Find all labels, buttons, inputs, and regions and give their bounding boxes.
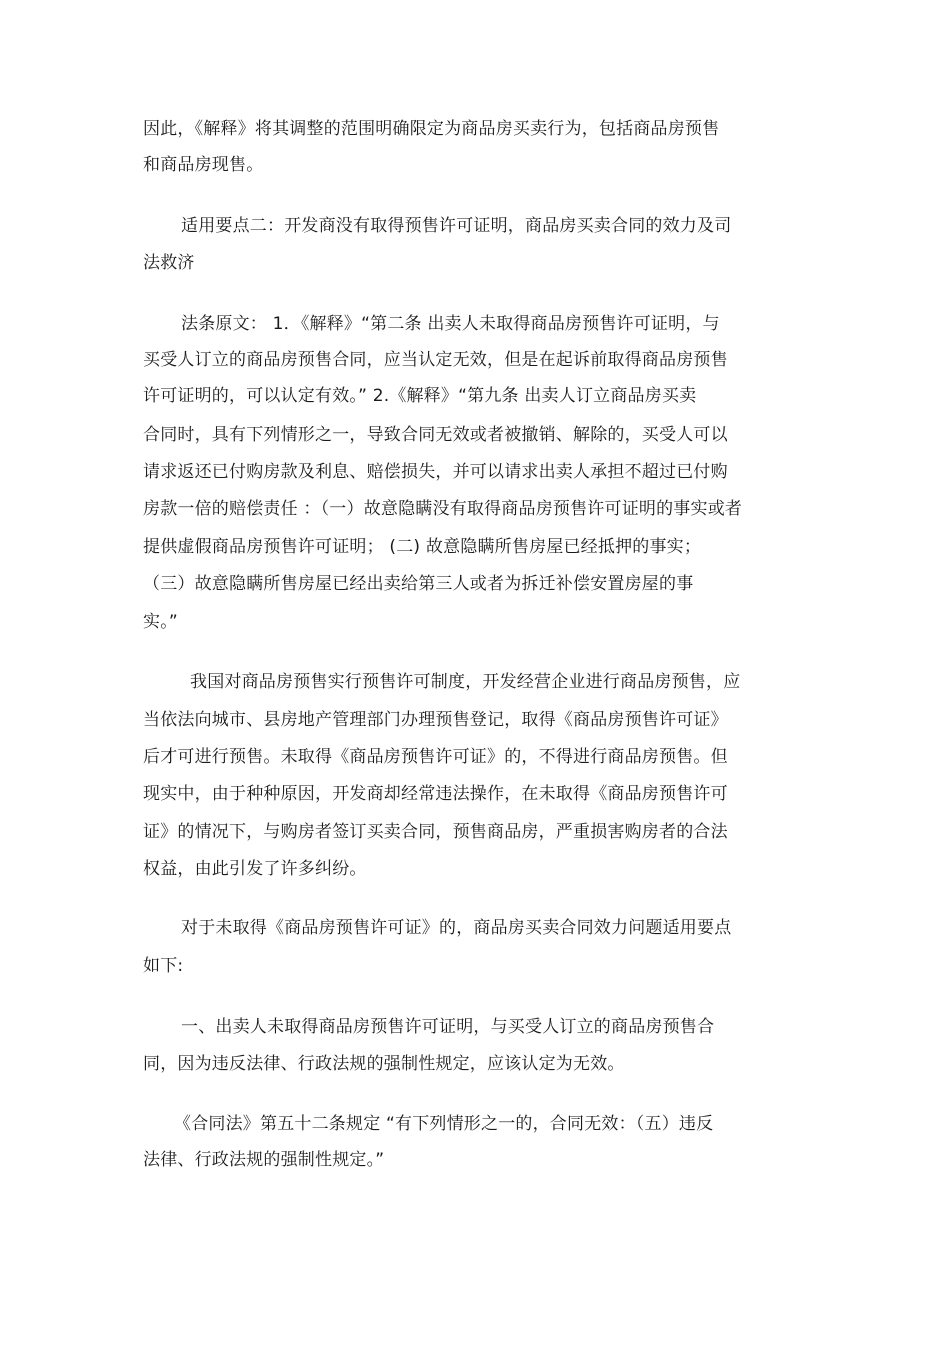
text-line: 法律、行政法规的强制性规定。” xyxy=(143,1150,385,1170)
text-line: 当依法向城市、县房地产管理部门办理预售登记，取得《商品房预售许可证》 xyxy=(143,710,728,730)
text-line: 法条原文： 1．《解释》“第二条 出卖人未取得商品房预售许可证明，与 xyxy=(181,314,720,334)
text-line: 和商品房现售。 xyxy=(143,155,264,175)
text-line: 一、出卖人未取得商品房预售许可证明，与买受人订立的商品房预售合 xyxy=(181,1017,715,1037)
text-line: 证》的情况下，与购房者签订买卖合同，预售商品房，严重损害购房者的合法 xyxy=(143,822,728,842)
text-line: 实。” xyxy=(143,612,178,632)
text-line: 因此，《解释》将其调整的范围明确限定为商品房买卖行为，包括商品房预售 xyxy=(143,119,720,139)
text-line: 后才可进行预售。未取得《商品房预售许可证》的，不得进行商品房预售。但 xyxy=(143,747,728,767)
text-line: 《合同法》第五十二条规定 “有下列情形之一的，合同无效：（五）违反 xyxy=(174,1114,714,1134)
text-line: 如下: xyxy=(143,956,184,976)
text-line: 现实中，由于种种原因，开发商却经常违法操作，在未取得《商品房预售许可 xyxy=(143,784,728,804)
text-line: 提供虚假商品房预售许可证明； (二) 故意隐瞒所售房屋已经抵押的事实； xyxy=(143,537,702,557)
text-line: 合同时，具有下列情形之一，导致合同无效或者被撤销、解除的，买受人可以 xyxy=(143,425,728,445)
text-line: 买受人订立的商品房预售合同，应当认定无效，但是在起诉前取得商品房预售 xyxy=(143,350,728,370)
text-line: （三）故意隐瞒所售房屋已经出卖给第三人或者为拆迁补偿安置房屋的事 xyxy=(143,574,694,594)
section-heading-line: 适用要点二：开发商没有取得预售许可证明，商品房买卖合同的效力及司 xyxy=(181,216,732,236)
section-heading-line: 法救济 xyxy=(143,253,195,273)
text-line: 我国对商品房预售实行预售许可制度，开发经营企业进行商品房预售，应 xyxy=(190,672,741,692)
text-line: 对于未取得《商品房预售许可证》的，商品房买卖合同效力问题适用要点 xyxy=(181,918,732,938)
text-line: 房款一倍的赔偿责任 ：（一）故意隐瞒没有取得商品房预售许可证明的事实或者 xyxy=(143,499,743,519)
text-line: 许可证明的，可以认定有效。” 2.《解释》“第九条 出卖人订立商品房买卖 xyxy=(143,386,697,406)
text-line: 权益，由此引发了许多纠纷。 xyxy=(143,859,367,879)
text-line: 请求返还已付购房款及利息、赔偿损失，并可以请求出卖人承担不超过已付购 xyxy=(143,462,728,482)
text-line: 同，因为违反法律、行政法规的强制性规定，应该认定为无效。 xyxy=(143,1054,625,1074)
